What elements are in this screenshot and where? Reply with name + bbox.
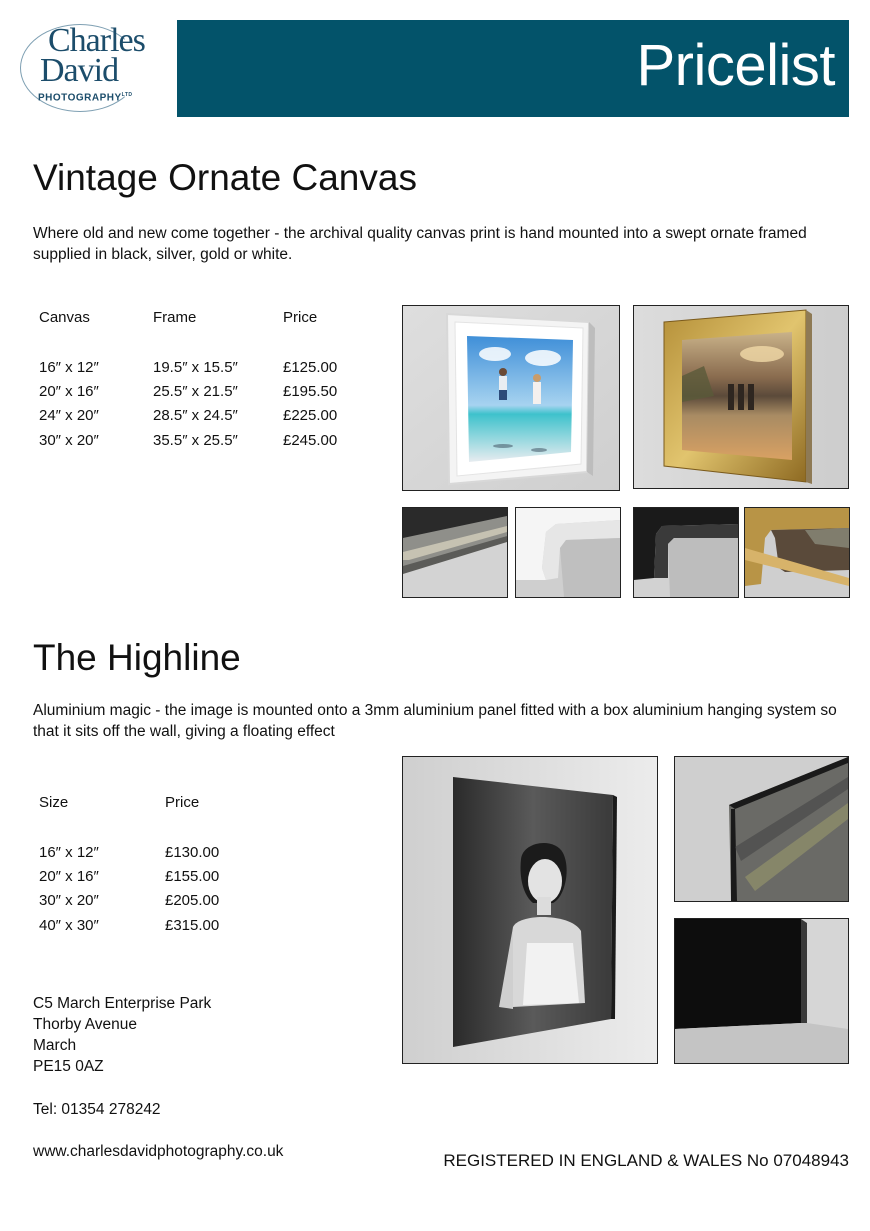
- table-header-canvas: Canvas: [39, 309, 90, 326]
- registration-number: REGISTERED IN ENGLAND & WALES No 07048943: [443, 1151, 849, 1170]
- table-header-size: Size: [39, 794, 69, 811]
- page-title: Pricelist: [636, 33, 835, 98]
- table-cell: £315.00: [165, 917, 220, 934]
- table-cell: 40″ x 30″: [39, 917, 99, 934]
- table-cell: 24″ x 20″: [39, 407, 99, 424]
- address-block: [33, 993, 211, 1077]
- header-bar: [177, 20, 849, 117]
- price-table-vintage: [39, 309, 369, 459]
- table-header-price: Price: [283, 309, 318, 326]
- table-cell: £205.00: [165, 892, 220, 909]
- logo-text-photography: [38, 92, 133, 103]
- table-cell: 20″ x 16″: [39, 383, 99, 400]
- table-cell: 16″ x 12″: [39, 844, 99, 861]
- company-logo: [18, 20, 168, 116]
- table-cell: £125.00: [283, 359, 338, 376]
- black-frame-corner-photo: [633, 507, 739, 598]
- table-cell: 28.5″ x 24.5″: [153, 407, 238, 424]
- table-cell: 19.5″ x 15.5″: [153, 359, 238, 376]
- gold-ornate-frame-photo: [633, 305, 849, 489]
- section-description-highline: Aluminium magic - the image is mounted onto a 3mm aluminium panel fitted with a box aluminium hanging system so that it sits off the wall, giving a floating effect: [33, 702, 837, 740]
- section-title-vintage: Vintage Ornate Canvas: [33, 157, 417, 198]
- highline-edge-detail-photo: [674, 756, 849, 902]
- table-cell: 20″ x 16″: [39, 868, 99, 885]
- table-header-price: Price: [165, 794, 200, 811]
- address-line: March: [33, 1037, 77, 1054]
- white-frame-corner-photo: [515, 507, 621, 598]
- table-cell: 35.5″ x 25.5″: [153, 432, 238, 449]
- website-link[interactable]: www.charlesdavidphotography.co.uk: [33, 1143, 284, 1160]
- table-cell: £130.00: [165, 844, 220, 861]
- table-header-frame: Frame: [153, 309, 197, 326]
- telephone: Tel: 01354 278242: [33, 1101, 161, 1118]
- price-table-highline: [39, 794, 259, 944]
- logo-ltd: LTD: [121, 92, 133, 98]
- section-description-vintage: Where old and new come together - the archival quality canvas print is hand mounted into a swept ornate framed supplied in black, silver, gold or white.: [33, 225, 807, 263]
- white-ornate-frame-photo: [402, 305, 620, 491]
- address-line: PE15 0AZ: [33, 1058, 104, 1075]
- section-title-highline: The Highline: [33, 637, 241, 678]
- table-cell: 30″ x 20″: [39, 432, 99, 449]
- address-line: C5 March Enterprise Park: [33, 995, 212, 1012]
- address-line: Thorby Avenue: [33, 1016, 137, 1033]
- table-cell: 30″ x 20″: [39, 892, 99, 909]
- silver-frame-corner-photo: [402, 507, 508, 598]
- highline-portrait-photo: [402, 756, 658, 1064]
- table-cell: £225.00: [283, 407, 338, 424]
- table-cell: 16″ x 12″: [39, 359, 99, 376]
- table-cell: £245.00: [283, 432, 338, 449]
- highline-side-detail-photo: [674, 918, 849, 1064]
- table-cell: £195.50: [283, 383, 338, 400]
- logo-text-charles: Charles: [48, 22, 145, 59]
- logo-photography-word: PHOTOGRAPHY: [38, 92, 122, 104]
- logo-text-david: David: [40, 52, 119, 89]
- gold-frame-corner-photo: [744, 507, 850, 598]
- table-cell: 25.5″ x 21.5″: [153, 383, 238, 400]
- table-cell: £155.00: [165, 868, 220, 885]
